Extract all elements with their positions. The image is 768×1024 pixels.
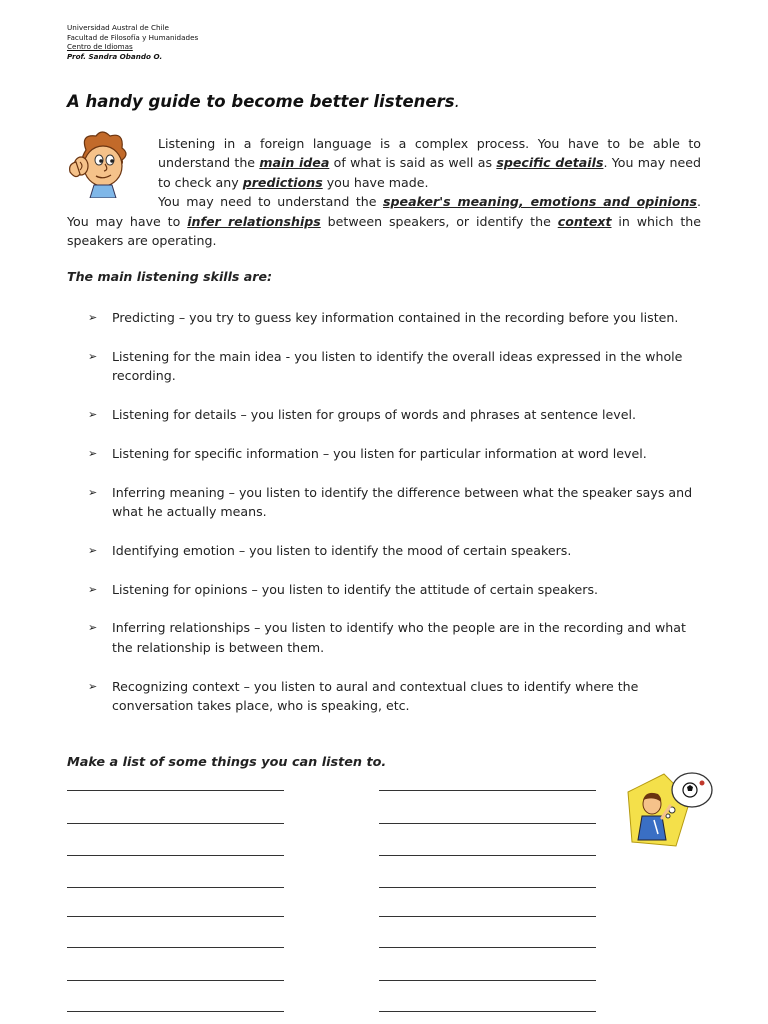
arrow-bullet-icon: ➢ — [88, 582, 98, 596]
arrow-bullet-icon: ➢ — [88, 485, 98, 499]
answer-line[interactable] — [67, 1011, 284, 1012]
intro-text-run: between speakers, or identify the — [320, 213, 558, 229]
list-item — [88, 618, 702, 657]
intro-text-run: Listening in a foreign language is a complex process. You have to be able to understand the — [158, 136, 701, 171]
skills-heading: The main listening skills are: — [67, 269, 273, 284]
answer-line[interactable] — [379, 790, 596, 791]
list-item — [88, 580, 702, 599]
list-item — [88, 444, 702, 463]
answer-line[interactable] — [379, 916, 596, 917]
skill-text: Inferring relationships – you listen to identify who the people are in the recording and what the relationship is between them. — [112, 620, 686, 655]
list-item — [88, 483, 702, 522]
title-period: . — [454, 92, 460, 111]
page-title — [67, 92, 460, 111]
intro-text-run: in which the speakers are operating. — [67, 213, 701, 249]
keyword-specific-details: specific details — [496, 155, 604, 171]
intro-text-run: You may need to understand the — [158, 194, 384, 210]
skill-text: Identifying emotion – you listen to identify the mood of certain speakers. — [112, 542, 572, 558]
arrow-bullet-icon: ➢ — [88, 621, 98, 635]
answer-line[interactable] — [379, 980, 596, 981]
task-instruction: Make a list of some things you can listen to. — [67, 755, 387, 770]
list-item — [88, 347, 702, 386]
answer-line[interactable] — [67, 980, 284, 981]
answer-line[interactable] — [379, 947, 596, 948]
answer-line[interactable] — [67, 823, 284, 824]
skills-list — [88, 308, 702, 715]
skill-text: Predicting – you try to guess key information contained in the recording before you listen. — [112, 310, 679, 325]
skill-text: Listening for opinions – you listen to identify the attitude of certain speakers. — [112, 581, 599, 597]
keyword-predictions: predictions — [242, 174, 323, 190]
keyword-context: context — [557, 213, 612, 229]
teacher-name: Prof. Sandra Obando O. — [67, 51, 163, 61]
keyword-infer-relationships: infer relationships — [187, 213, 321, 229]
faculty-name: Facultad de Filosofía y Humanidades — [67, 32, 199, 42]
list-item — [88, 405, 702, 424]
skill-text: Recognizing context – you listen to aural and contextual clues to identify where the conversation takes place, who is speaking, etc. — [112, 678, 639, 713]
arrow-bullet-icon: ➢ — [88, 446, 98, 460]
list-item — [88, 541, 702, 560]
intro-text — [67, 134, 701, 250]
answer-line[interactable] — [379, 855, 596, 856]
title-text: A handy guide to become better listeners — [67, 92, 455, 111]
skill-text: Listening for details – you listen for groups of words and phrases at sentence level. — [112, 407, 636, 422]
answer-line[interactable] — [379, 1011, 596, 1012]
keyword-main-idea: main idea — [259, 155, 330, 171]
arrow-bullet-icon: ➢ — [88, 679, 98, 693]
arrow-bullet-icon: ➢ — [88, 349, 98, 363]
answer-line[interactable] — [67, 855, 284, 856]
intro-text-run: you have made. — [322, 174, 429, 190]
intro-text-run: . You may need to check any — [158, 155, 701, 190]
thinking-student-illustration — [624, 770, 716, 848]
answer-line[interactable] — [67, 947, 284, 948]
intro-paragraph-1 — [67, 134, 701, 192]
intro-text-run: . You may have to — [67, 194, 701, 229]
keyword-speakers-meaning: speaker's meaning, emotions and opinions — [383, 194, 697, 210]
answer-line[interactable] — [379, 887, 596, 888]
answer-line[interactable] — [67, 916, 284, 917]
arrow-bullet-icon: ➢ — [88, 408, 98, 421]
arrow-bullet-icon: ➢ — [88, 311, 98, 324]
skill-text: Inferring meaning – you listen to identify the difference between what the speaker says and what he actually means. — [112, 484, 693, 519]
answer-line[interactable] — [379, 823, 596, 824]
intro-text-run: of what is said as well as — [329, 155, 497, 171]
list-item — [88, 677, 702, 716]
skill-text: Listening for the main idea - you listen to identify the overall ideas expressed in the whole recording. — [112, 348, 683, 384]
answer-line[interactable] — [67, 790, 284, 791]
arrow-bullet-icon: ➢ — [88, 543, 98, 557]
language-center: Centro de Idiomas — [67, 42, 133, 52]
intro-paragraph-2 — [67, 192, 701, 250]
answer-line[interactable] — [67, 887, 284, 888]
university-name: Universidad Austral de Chile — [67, 23, 169, 32]
list-item — [88, 308, 702, 327]
institution-header — [67, 23, 198, 61]
skill-text: Listening for specific information – you listen for particular information at word level. — [112, 445, 647, 461]
